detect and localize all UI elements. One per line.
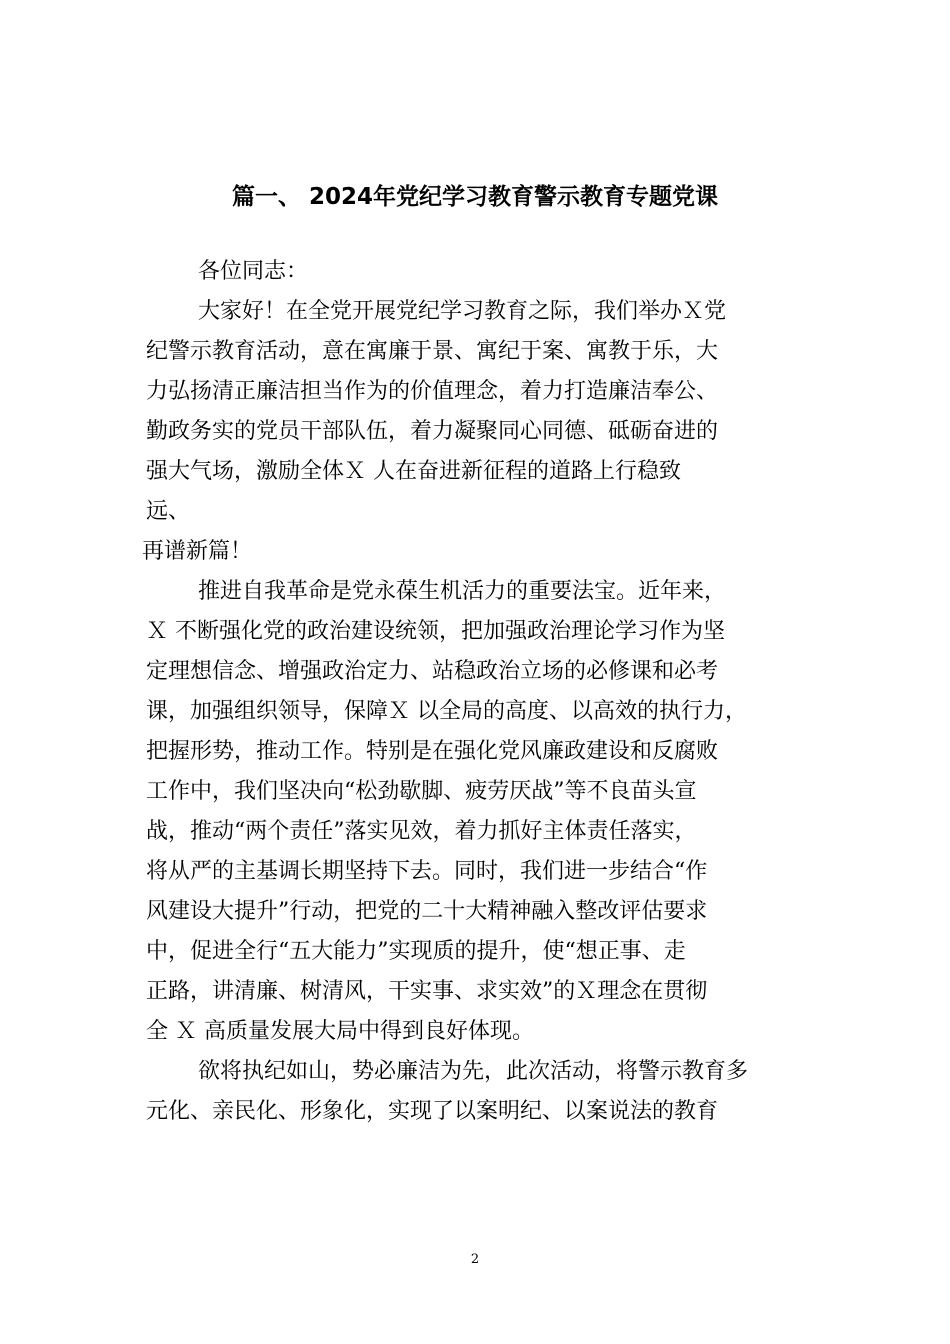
body-line: 强大气场，激励全体Ｘ 人在奋进新征程的道路上行稳致 [146,459,681,484]
page-number: 2 [470,1252,480,1267]
body-line: 力弘扬清正廉洁担当作为的价值理念，着力打造廉洁奉公、 [146,379,719,404]
body-line: 定理想信念、增强政治定力、站稳政治立场的必修课和必考 [146,659,719,684]
body-line: Ｘ 不断强化党的政治建设统领，把加强政治理论学习作为坚 [146,619,725,644]
body-line: 大家好！在全党开展党纪学习教育之际，我们举办Ｘ党 [198,299,727,324]
body-line: 将从严的主基调长期坚持下去。同时，我们进一步结合“作 [146,859,708,884]
salutation-line: 各位同志： [198,259,309,284]
document-title: 篇一、 2024年党纪学习教育警示教育专题党课 [231,184,719,210]
body-line: 欲将执纪如山，势必廉洁为先，此次活动，将警示教育多 [198,1059,749,1084]
body-line: 中，促进全行“五大能力”实现质的提升，使“想正事、走 [146,939,686,964]
body-line: 推进自我革命是党永葆生机活力的重要法宝。近年来， [198,579,727,604]
body-line: 把握形势，推动工作。特别是在强化党风廉政建设和反腐败 [146,739,719,764]
body-line: 纪警示教育活动，意在寓廉于景、寓纪于案、寓教于乐，大 [146,339,719,364]
body-line: 战，推动“两个责任”落实见效，着力抓好主体责任落实， [146,819,697,844]
body-line: 风建设大提升”行动，把党的二十大精神融入整改评估要求 [146,899,708,924]
body-line: 全 Ｘ 高质量发展大局中得到良好体现。 [146,1019,534,1044]
body-line: 课，加强组织领导，保障Ｘ 以全局的高度、以高效的执行力， [146,699,747,724]
body-line: 工作中，我们坚决向“松劲歇脚、疲劳厌战”等不良苗头宣 [146,779,697,804]
body-line: 远、 [146,499,191,524]
document-body [142,252,810,1132]
body-line: 勤政务实的党员干部队伍，着力凝聚同心同德、砥砺奋进的 [146,419,719,444]
body-line: 正路，讲清廉、树清风，干实事、求实效”的Ｘ理念在贯彻 [146,979,708,1004]
body-line: 元化、亲民化、形象化，实现了以案明纪、以案说法的教育 [146,1099,719,1124]
body-line: 再谱新篇！ [142,539,253,564]
